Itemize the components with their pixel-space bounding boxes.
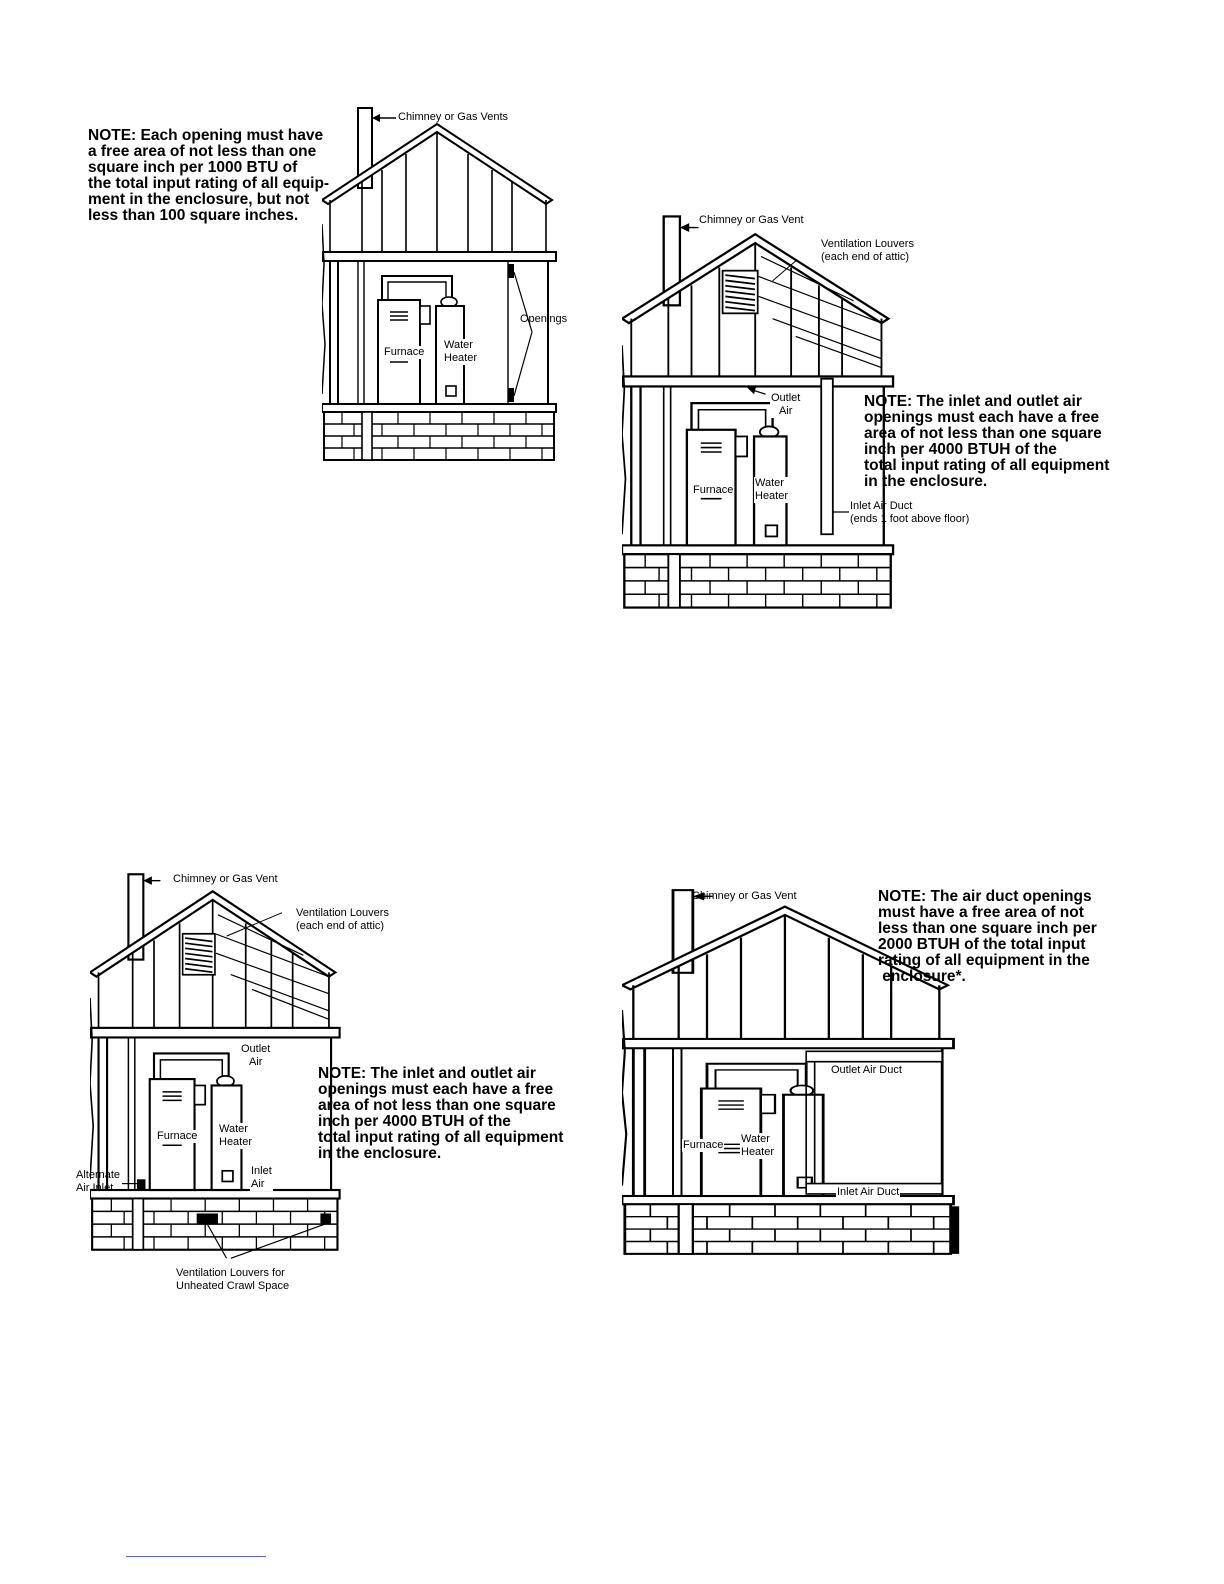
water-heater-line: Heater xyxy=(219,1136,253,1148)
inlet-line: Air xyxy=(251,1178,265,1190)
water-heater-line: Water xyxy=(741,1133,770,1145)
figure2-house-drawing xyxy=(622,212,900,612)
note-line: 2000 BTUH of the total input xyxy=(878,936,1086,953)
figure4-inlet-duct-label: Inlet Air Duct xyxy=(837,1186,900,1198)
note-line: a free area of not less than one xyxy=(88,143,317,160)
water-heater-line: Water xyxy=(219,1123,248,1135)
note-line: area of not less than one square xyxy=(864,425,1102,442)
note-line: must have a free area of not xyxy=(878,904,1084,921)
figure3-water-heater-label xyxy=(218,1123,253,1149)
outlet-line: Air xyxy=(248,1056,263,1068)
note-line: in the enclosure. xyxy=(864,473,988,490)
figure4-chimney-label: Chimney or Gas Vent xyxy=(692,890,797,902)
note-line: less than one square inch per xyxy=(878,920,1097,937)
inlet-line: Inlet xyxy=(251,1165,272,1177)
note-line: ment in the enclosure, but not xyxy=(88,191,310,208)
louvers-line: Ventilation Louvers xyxy=(821,238,914,250)
alternate-line: Air Inlet xyxy=(76,1182,114,1194)
note-line: inch per 4000 BTUH of the xyxy=(318,1113,511,1130)
note-line: inch per 4000 BTUH of the xyxy=(864,441,1057,458)
note-line: enclosure*. xyxy=(878,968,966,985)
figure1-house-drawing xyxy=(322,104,562,464)
inlet-duct-line: (ends 1 foot above floor) xyxy=(850,513,970,525)
water-heater-line: Heater xyxy=(755,490,789,502)
note-line: rating of all equipment in the xyxy=(878,952,1090,969)
note-line: area of not less than one square xyxy=(318,1097,556,1114)
figure1-openings-label: Openings xyxy=(520,313,568,325)
water-heater-line: Heater xyxy=(741,1146,775,1158)
figure3-inlet-air-label xyxy=(250,1165,273,1191)
note-line: less than 100 square inches. xyxy=(88,207,299,224)
water-heater-line: Heater xyxy=(444,352,478,364)
note-line: the total input rating of all equip- xyxy=(88,175,330,192)
alternate-line: Alternate xyxy=(76,1169,121,1181)
figure3-note xyxy=(318,1066,563,1162)
figure1-furnace-label: Furnace xyxy=(384,346,425,358)
note-line: openings must each have a free xyxy=(864,409,1100,426)
water-heater-line: Water xyxy=(755,477,784,489)
outlet-line: Outlet xyxy=(241,1043,271,1055)
figure2-chimney-label: Chimney or Gas Vent xyxy=(699,214,804,226)
louvers-line: Ventilation Louvers xyxy=(296,907,389,919)
figure2-furnace-label: Furnace xyxy=(693,484,734,496)
figure4-water-heater-label xyxy=(740,1133,775,1159)
figure2-note xyxy=(864,394,1109,490)
note-line: square inch per 1000 BTU of xyxy=(88,159,298,176)
water-heater-line: Water xyxy=(444,339,473,351)
inlet-duct-line: Inlet Air Duct xyxy=(850,500,913,512)
note-line: NOTE: Each opening must have xyxy=(88,127,324,144)
figure3-louvers-label xyxy=(296,907,389,933)
crawl-line: Ventilation Louvers for xyxy=(176,1267,285,1279)
figure3-furnace-label: Furnace xyxy=(157,1130,198,1142)
louvers-line: (each end of attic) xyxy=(296,920,385,932)
figure2-water-heater-label xyxy=(754,477,789,503)
figure3-alternate-inlet-label xyxy=(76,1169,120,1195)
figure2-inlet-duct-label xyxy=(850,500,969,526)
note-line: in the enclosure. xyxy=(318,1145,442,1162)
figure1-chimney-label: Chimney or Gas Vents xyxy=(398,111,509,123)
louvers-line: (each end of attic) xyxy=(821,251,910,263)
figure2-outlet-label xyxy=(770,392,801,418)
footnote-rule xyxy=(126,1556,266,1557)
figure3-outlet-label xyxy=(240,1043,271,1069)
outlet-line: Air xyxy=(778,405,793,417)
figure1-water-heater-label xyxy=(444,339,477,365)
note-line: NOTE: The inlet and outlet air xyxy=(318,1065,536,1082)
figure4-note xyxy=(878,889,1097,985)
figure1-note xyxy=(88,128,329,224)
note-line: total input rating of all equipment xyxy=(864,457,1110,474)
figure3-chimney-label: Chimney or Gas Vent xyxy=(173,873,278,885)
figure4-outlet-duct-label: Outlet Air Duct xyxy=(831,1064,902,1076)
crawl-line: Unheated Crawl Space xyxy=(176,1280,290,1292)
figure2-louvers-label xyxy=(821,238,914,264)
note-line: NOTE: The air duct openings xyxy=(878,888,1092,905)
figure3-crawl-space-label xyxy=(176,1267,289,1293)
note-line: openings must each have a free xyxy=(318,1081,554,1098)
note-line: total input rating of all equipment xyxy=(318,1129,564,1146)
note-line: NOTE: The inlet and outlet air xyxy=(864,393,1082,410)
figure4-furnace-label: Furnace xyxy=(683,1139,724,1151)
outlet-line: Outlet xyxy=(771,392,801,404)
